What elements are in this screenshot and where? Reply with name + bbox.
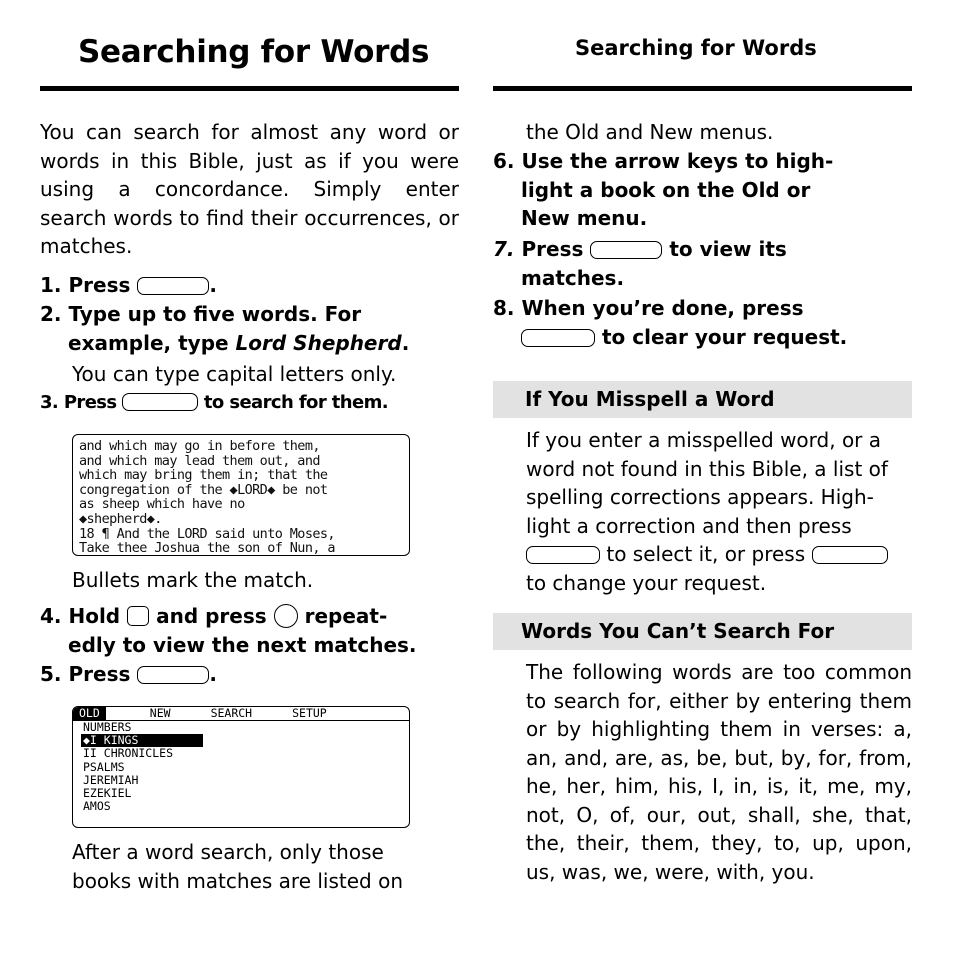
intro-paragraph: You can search for almost any word or words in this Bible, just as if you were using a concordance. Simply enter search words to find their occurrences, or matches. — [40, 120, 459, 258]
step-4-line2: edly to view the next matches. — [68, 632, 417, 657]
step-8 — [493, 294, 913, 351]
verse-line: ◆shepherd◆. — [79, 510, 162, 527]
verse-line: congregation of the ◆LORD◆ be not — [79, 481, 328, 498]
misspell-line-mid: to select it, or press — [606, 542, 806, 566]
left-title-rule — [40, 86, 459, 91]
step-7-pre: Press — [521, 237, 584, 261]
example-term: Lord Shepherd — [235, 330, 402, 355]
misspell-line — [526, 540, 912, 569]
book-list — [73, 721, 409, 813]
step-8-line2 — [493, 323, 913, 352]
enter-key-icon — [526, 546, 600, 564]
arrow-key-icon — [274, 604, 298, 628]
book-item: AMOS — [83, 799, 111, 814]
step-5-pre: 5. Press — [40, 662, 131, 686]
book-item: EZEKIEL — [83, 786, 132, 801]
running-header: Searching for Words — [575, 36, 817, 60]
step-4 — [40, 602, 460, 659]
clear-key-icon — [521, 329, 595, 347]
verse-line: and which may lead them out, and — [79, 452, 320, 469]
step-1-after: . — [209, 273, 217, 297]
step-5-post: . — [209, 662, 217, 686]
step-2-line2-pre: example, type — [68, 330, 236, 355]
verse-line: Take thee Joshua the son of Nun, a — [79, 540, 335, 556]
step-6 — [493, 147, 913, 233]
misspell-line: If you enter a misspelled word, or a — [526, 428, 882, 452]
screen-verse-matches — [72, 434, 410, 556]
section-misspell-heading: If You Misspell a Word — [493, 381, 912, 418]
step-4-pre: 4. Hold — [40, 604, 121, 628]
menu-search: SEARCH — [210, 706, 253, 720]
verse-line: as sheep which have no — [79, 496, 245, 513]
screen-2-caption — [72, 838, 403, 895]
menu-setup: SETUP — [292, 706, 327, 720]
screen-1-caption: Bullets mark the match. — [72, 568, 314, 592]
menu-bar — [73, 707, 409, 721]
step-3 — [40, 390, 388, 416]
screen-2-caption-line2: books with matches are listed on — [72, 868, 403, 893]
step-7-num: 7. — [493, 237, 515, 261]
step-6-line1: 6. Use the arrow keys to high- — [493, 149, 834, 173]
step-6-line3: New menu. — [521, 206, 648, 230]
step-7-line1 — [493, 235, 913, 264]
step-2 — [40, 300, 460, 357]
step-4-line1 — [40, 602, 460, 631]
enter-key-icon — [590, 241, 662, 259]
book-item-selected: ◆I KINGS — [81, 734, 203, 747]
section-misspell-body — [526, 426, 912, 597]
step-6-line2: light a book on the Old or — [521, 177, 811, 202]
step-2-note: You can type capital letters only. — [72, 362, 397, 386]
misspell-line: word not found in this Bible, a list of — [526, 456, 888, 481]
shift-key-icon — [127, 606, 149, 626]
book-item: JEREMIAH — [83, 772, 139, 787]
step-7 — [493, 235, 913, 292]
step-2-line1: 2. Type up to five words. For — [40, 302, 362, 326]
step-2-line2-post: . — [401, 330, 410, 355]
menu-new: NEW — [149, 706, 171, 720]
step-1-label: 1. Press — [40, 273, 131, 297]
section-cant-search-body: The following words are too common to search for, either by entering them or by highlighting them in verses: a, an, and, are, as, be, but, by, for, from, he, her, him, his, I, in, is, it, me, my, not, O, of, our, out, shall, she, that, the, their, them, they, to, up, upon, us, was, we, were, with, you. — [526, 660, 912, 884]
step-7-line2: matches. — [521, 265, 625, 290]
step-2-line2 — [40, 329, 460, 358]
enter-key-icon — [122, 393, 198, 411]
step-1 — [40, 271, 460, 300]
step-3-pre: 3. Press — [40, 392, 117, 413]
book-item: NUMBERS — [83, 720, 132, 734]
verse-line: and which may go in before them, — [79, 438, 320, 454]
page-title: Searching for Words — [78, 34, 430, 70]
right-title-rule — [493, 86, 912, 91]
misspell-line: spelling corrections appears. High- — [526, 485, 874, 509]
screen-book-menu — [72, 706, 410, 828]
step-8-post: to clear your request. — [601, 324, 848, 349]
menu-key-icon — [137, 666, 209, 684]
misspell-line: light a correction and then press — [526, 513, 852, 538]
misspell-line: to change your request. — [526, 570, 767, 595]
book-item: II CHRONICLES — [83, 746, 174, 761]
step-7-post: to view its — [669, 237, 787, 261]
book-item: PSALMS — [83, 759, 125, 774]
verse-line: which may bring them in; that the — [79, 467, 328, 484]
section-cant-search-heading: Words You Can’t Search For — [493, 613, 912, 650]
back-key-icon — [812, 546, 888, 564]
step-5 — [40, 660, 217, 689]
menu-old: OLD — [73, 707, 106, 720]
search-key-icon — [137, 277, 209, 295]
screen-2-caption-line1: After a word search, only those — [72, 840, 384, 864]
step-4-post: repeat- — [304, 604, 388, 628]
step-8-line1: 8. When you’re done, press — [493, 296, 804, 320]
continued-text: the Old and New menus. — [526, 120, 774, 144]
step-4-mid: and press — [156, 604, 267, 628]
step-3-post: to search for them. — [203, 392, 388, 413]
verse-line: 18 ¶ And the LORD said unto Moses, — [79, 525, 335, 542]
